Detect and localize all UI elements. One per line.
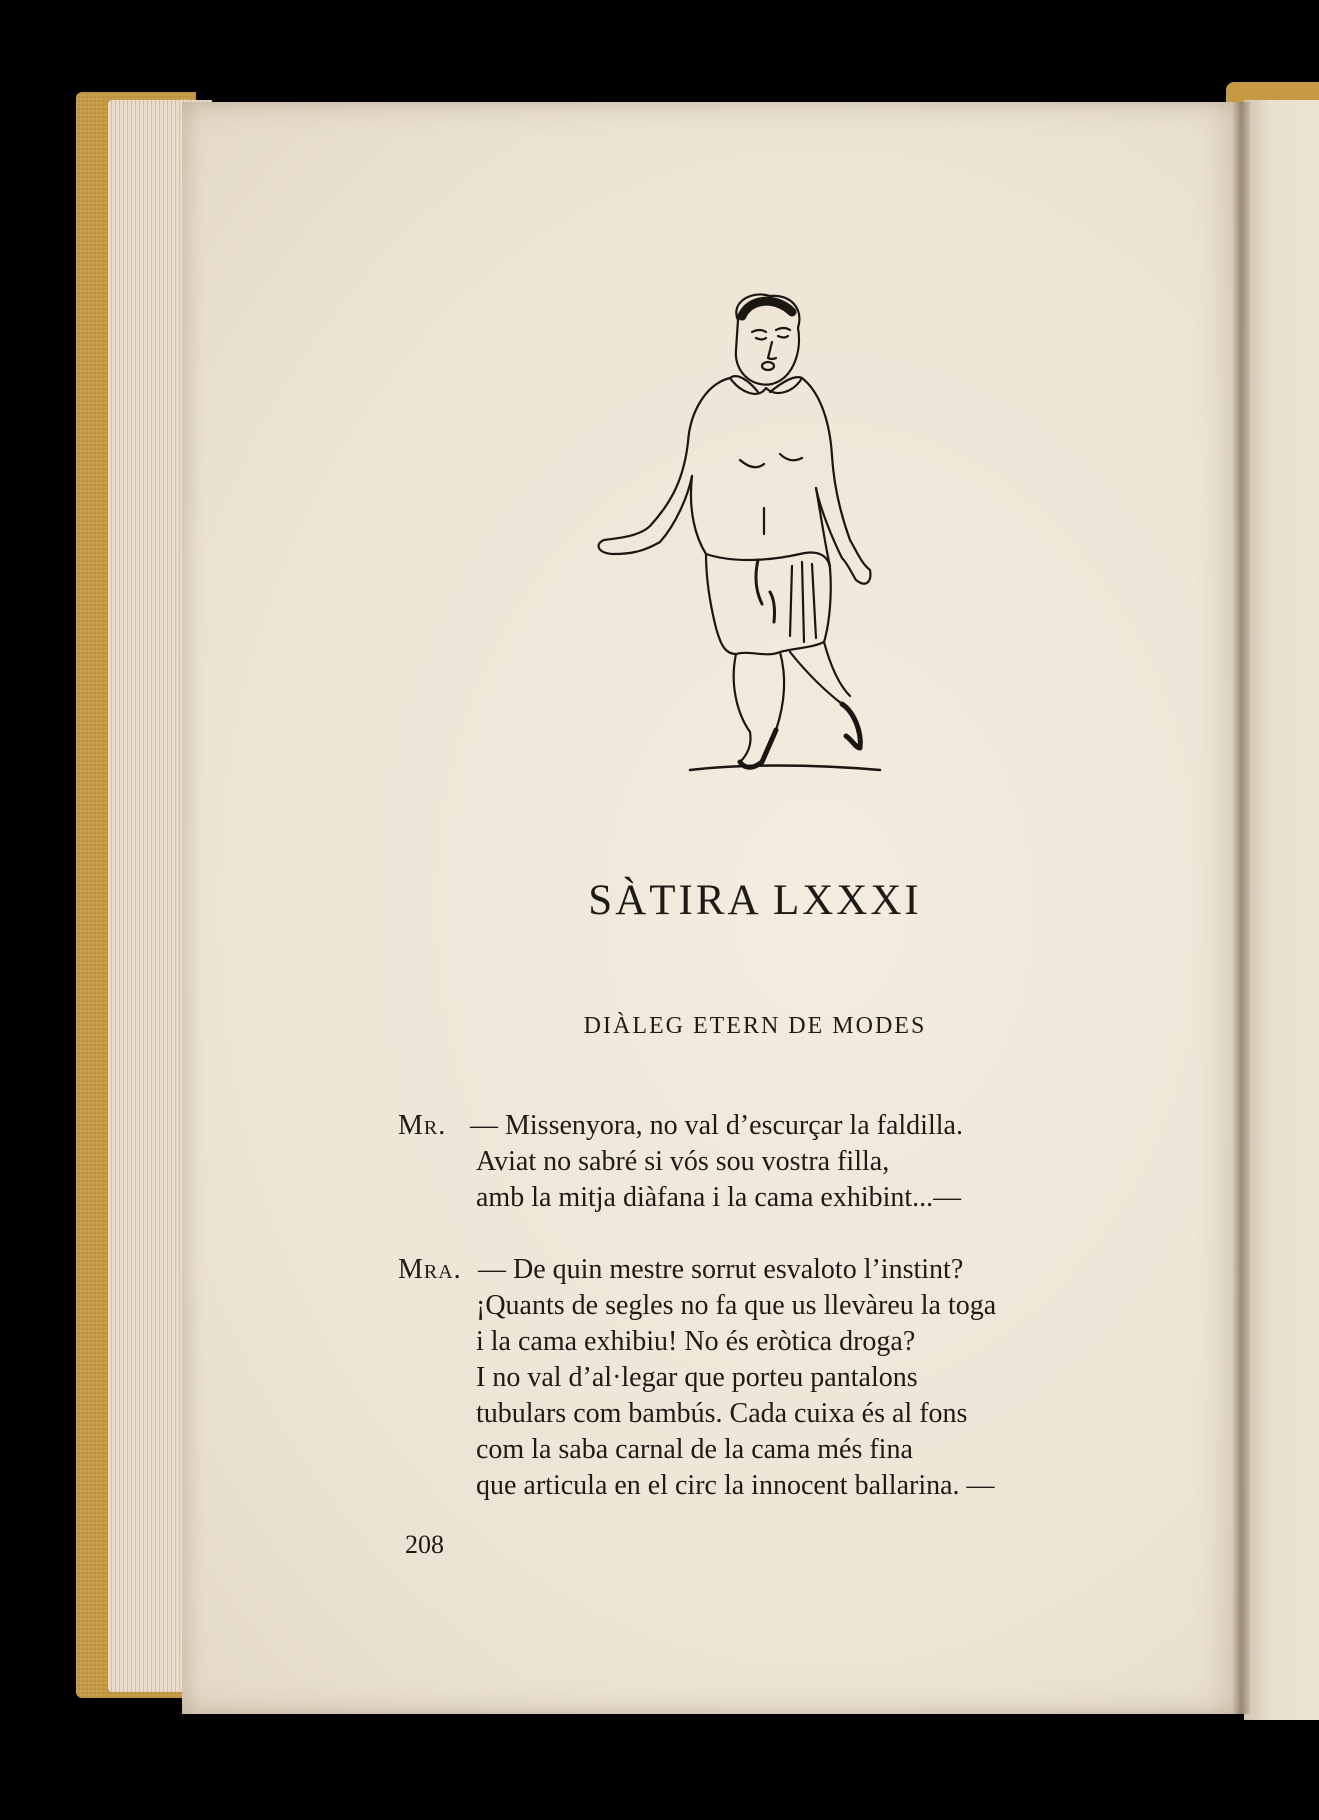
verse-line: amb la mitja diàfana i la cama exhibint...— xyxy=(476,1182,962,1213)
verse-line: i la cama exhibiu! No és eròtica droga? xyxy=(476,1326,916,1357)
verse-line: — Missenyora, no val d’escurçar la faldilla. xyxy=(470,1110,963,1141)
speaker-mr: Mr. xyxy=(398,1110,447,1141)
verse-line: Aviat no sabré si vós sou vostra filla, xyxy=(476,1146,890,1177)
woman-figure-illustration xyxy=(580,292,940,782)
verse-line: com la saba carnal de la cama més fina xyxy=(476,1434,913,1465)
verse-line: que articula en el circ la innocent ballarina. — xyxy=(476,1470,995,1501)
poem-title: SÀTIRA LXXXI xyxy=(588,877,922,924)
verse-line: — De quin mestre sorrut esvaloto l’instint? xyxy=(478,1254,964,1285)
verse-line: ¡Quants de segles no fa que us llevàreu la toga xyxy=(476,1290,997,1321)
facing-cover-edge xyxy=(1226,82,1319,102)
verse-line: I no val d’al·legar que porteu pantalons xyxy=(476,1362,918,1393)
speaker-mra: Mra. xyxy=(398,1254,462,1285)
verse-line: tubulars com bambús. Cada cuixa és al fons xyxy=(476,1398,968,1429)
page-number: 208 xyxy=(405,1530,444,1559)
poem-subtitle: DIÀLEG ETERN DE MODES xyxy=(583,1013,927,1039)
